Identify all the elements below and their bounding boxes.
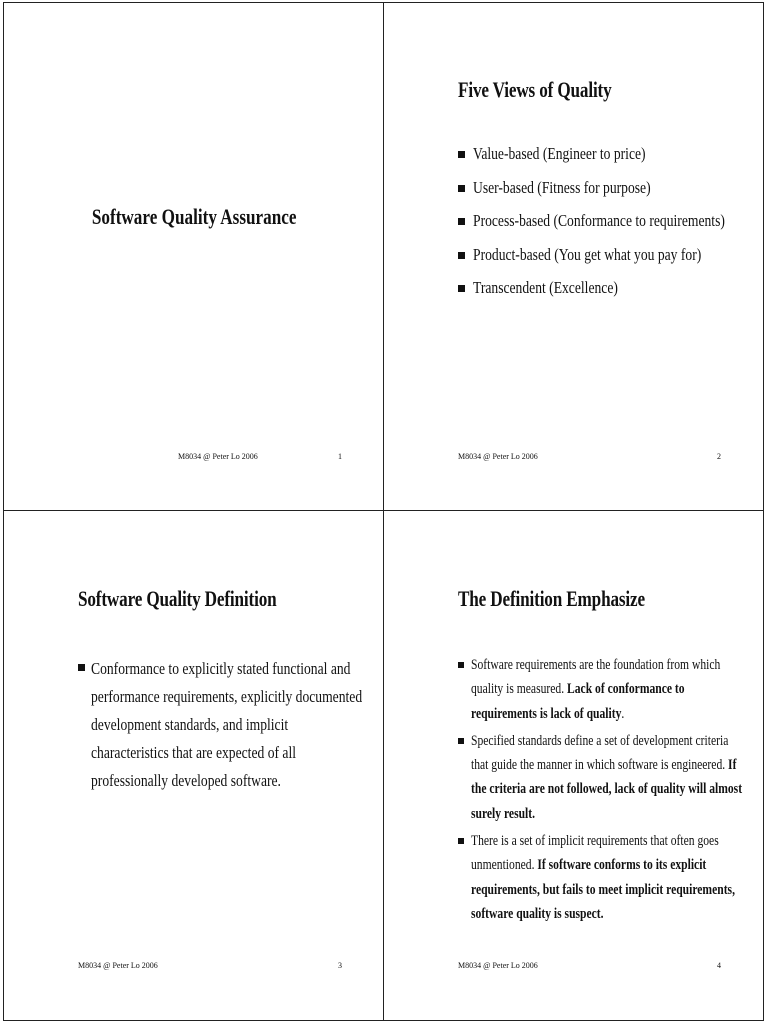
bullet-square-icon — [458, 662, 464, 668]
slide-2 — [385, 4, 763, 509]
list-item: Product-based (You get what you pay for) — [458, 245, 768, 279]
slide-footer: M8034 @ Peter Lo 2006 — [458, 452, 538, 461]
vertical-divider — [383, 2, 384, 1021]
bullet-square-icon — [78, 664, 85, 671]
list-item: Transcendent (Excellence) — [458, 278, 768, 312]
list-item: Specified standards define a set of development criteria that guide the manner in which software is engineered. If the criteria are not followed, lack of quality will almost surely result. — [458, 729, 768, 826]
bullet-square-icon — [458, 738, 464, 744]
slide-1 — [5, 4, 383, 509]
bullet-square-icon — [458, 151, 465, 158]
list-item: Software requirements are the foundation from which quality is measured. Lack of conformance to requirements is lack of quality. — [458, 653, 768, 726]
slide-number: 1 — [338, 452, 342, 461]
list-item: User-based (Fitness for purpose) — [458, 178, 768, 212]
horizontal-divider — [3, 510, 764, 511]
slide-number: 3 — [338, 961, 342, 970]
bullet-square-icon — [458, 285, 465, 292]
bullet-square-icon — [458, 218, 465, 225]
bullet-list — [458, 653, 768, 929]
slide-title: Five Views of Quality — [458, 77, 612, 102]
slide-footer: M8034 @ Peter Lo 2006 — [458, 961, 538, 970]
slide-number: 4 — [717, 961, 721, 970]
definition-paragraph: Conformance to explicitly stated functional and performance requirements, explicitly documented development standards, and implicit characteristics that are expected of all professionally developed software. — [78, 655, 430, 795]
slide-4 — [385, 513, 763, 1018]
list-item: Process-based (Conformance to requirements) — [458, 211, 768, 245]
slide-number: 2 — [717, 452, 721, 461]
slide-3 — [5, 513, 383, 1018]
list-item: There is a set of implicit requirements that often goes unmentioned. If software conforms to its explicit requirements, but fails to meet implicit requirements, software quality is suspect. — [458, 829, 768, 926]
bullet-square-icon — [458, 252, 465, 259]
slide-footer: M8034 @ Peter Lo 2006 — [178, 452, 258, 461]
slide-footer: M8034 @ Peter Lo 2006 — [78, 961, 158, 970]
list-item: Value-based (Engineer to price) — [458, 144, 768, 178]
bullet-square-icon — [458, 185, 465, 192]
bullet-list — [458, 144, 768, 312]
slide-title: Software Quality Assurance — [91, 204, 297, 229]
slide-title: The Definition Emphasize — [458, 586, 645, 611]
slide-title: Software Quality Definition — [78, 586, 277, 611]
bullet-square-icon — [458, 838, 464, 844]
